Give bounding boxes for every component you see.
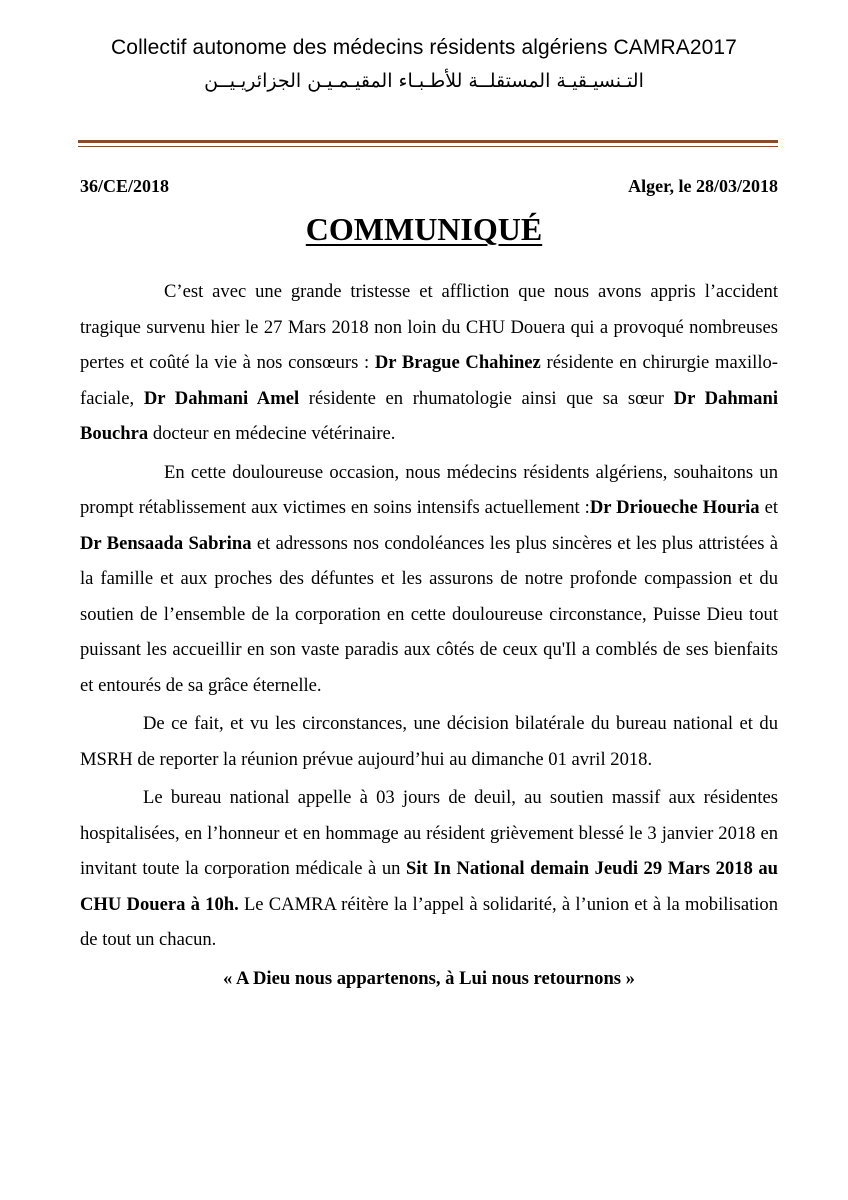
paragraph-1 — [80, 274, 778, 452]
communique-body — [80, 274, 778, 996]
p1-name-dahmani-amel: Dr Dahmani Amel — [143, 387, 300, 409]
document-title: COMMUNIQUÉ — [305, 211, 543, 247]
letterhead-title-ar: التـنسيـقيـة المستقلــة للأطـبـاء المقيـمـيـن الجزائريـيــن — [204, 70, 644, 92]
letterhead-title-fr: Collectif autonome des médecins résidents algériens CAMRA2017 — [111, 36, 737, 59]
p1-name-dahmani-bouchra: Dr Dahmani Bouchra — [80, 387, 778, 444]
header-divider-thin — [78, 146, 778, 147]
p4-sit-in-announcement: Sit In National demain Jeudi 29 Mars 2018 au CHU Douera à 10h. — [80, 858, 778, 915]
p2-text: et — [759, 497, 778, 518]
paragraph-2 — [80, 455, 778, 704]
header-divider-thick — [78, 140, 778, 143]
closing-phrase: « A Dieu nous appartenons, à Lui nous retournons » — [223, 967, 635, 989]
p2-name-drioueche: Dr Drioueche Houria — [589, 497, 760, 518]
p4-text: Le CAMRA réitère la l’appel à solidarité, à l’union et à la mobilisation de tout un chacun. — [80, 893, 778, 950]
p2-name-bensaada: Dr Bensaada Sabrina — [80, 532, 252, 554]
paragraph-3: De ce fait, et vu les circonstances, une décision bilatérale du bureau national et du MSRH de reporter la réunion prévue aujourd’hui au dimanche 01 avril 2018. — [80, 713, 778, 770]
p4-text: Le bureau national appelle à 03 jours de deuil, au soutien massif aux résidentes hospitalisées, en l’honneur et en hommage au résident grièvement blessé le 3 janvier 2018 en invitant toute la corporation médicale à un — [80, 787, 778, 879]
place-date: Alger, le 28/03/2018 — [628, 176, 778, 196]
p1-text: C’est avec une grande tristesse et affliction que nous avons appris l’accident tragique survenu hier le 27 Mars 2018 non loin du CHU Douera qui a provoqué nombreuses pertes et coûté la vie à nos consœurs : — [80, 281, 778, 373]
p1-text: résidente en rhumatologie ainsi que sa sœur — [299, 387, 674, 409]
p1-text: docteur en médecine vétérinaire. — [148, 423, 396, 444]
p2-text: et adressons nos condoléances les plus sincères et les plus attristées à la famille et aux proches des défuntes et les assurons de notre profonde compassion et du soutien de l’ensemble de la corporation en cette douloureuse circonstance, Puisse Dieu tout puissant les accueillir en son vaste paradis aux côtés de ceux qu'Il a comblés de ses bienfaits et entourés de sa grâce éternelle. — [80, 532, 779, 696]
paragraph-4 — [80, 780, 778, 958]
p2-text: En cette douloureuse occasion, nous médecins résidents algériens, souhaitons un prompt rétablissement aux victimes en soins intensifs actuellement : — [80, 461, 778, 518]
p1-name-brague: Dr Brague Chahinez — [374, 352, 541, 373]
reference-number: 36/CE/2018 — [80, 176, 170, 196]
p1-text: résidente en chirurgie maxillo-faciale, — [80, 352, 778, 409]
